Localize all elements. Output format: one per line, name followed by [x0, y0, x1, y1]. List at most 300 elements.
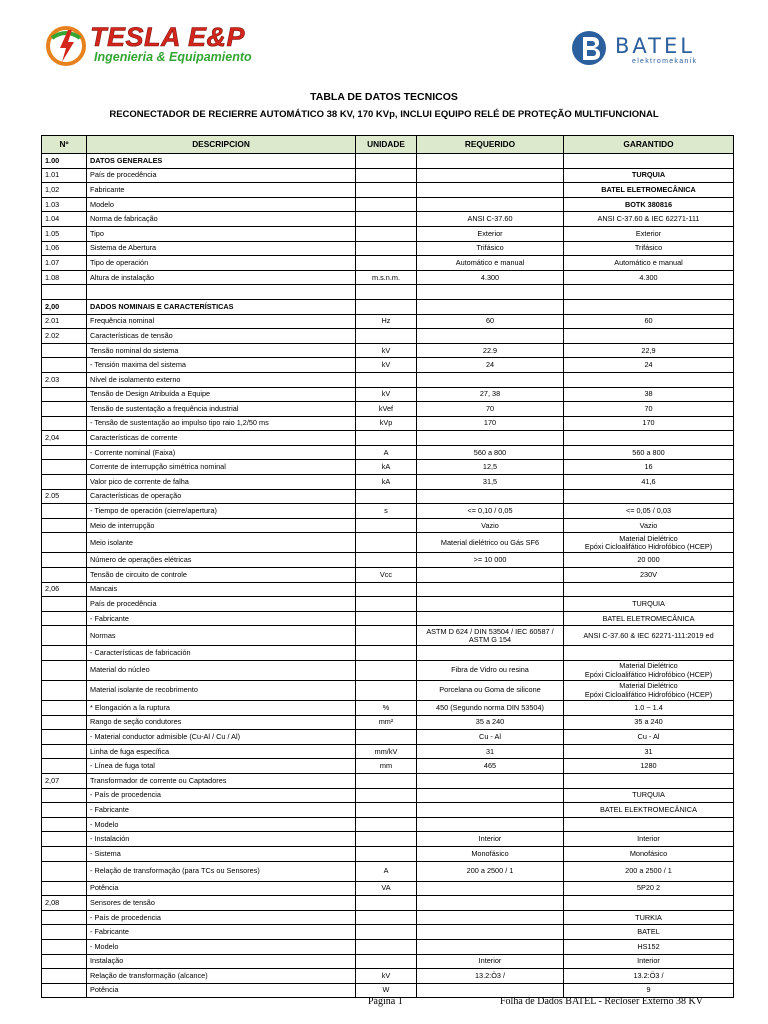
cell-description [87, 285, 356, 300]
cell-number [42, 846, 87, 861]
cell-description: - País de procedencia [87, 910, 356, 925]
cell-guaranteed: 16 [564, 460, 734, 475]
company-right-subtitle: elektromekanik [632, 58, 698, 65]
cell-unit [356, 788, 417, 803]
cell-required: 27, 38 [417, 387, 564, 402]
cell-guaranteed: TURQUIA [564, 597, 734, 612]
cell-unit: kV [356, 387, 417, 402]
cell-number [42, 954, 87, 969]
cell-required: Monofásico [417, 846, 564, 861]
cell-required: 24 [417, 358, 564, 373]
table-row [42, 744, 734, 759]
table-row [42, 372, 734, 387]
cell-unit: kV [356, 343, 417, 358]
cell-number: 1.07 [42, 256, 87, 271]
cell-description: - Corrente nominal (Faixa) [87, 445, 356, 460]
table-row [42, 533, 734, 553]
cell-guaranteed: TURQUIA [564, 788, 734, 803]
table-row [42, 387, 734, 402]
table-row [42, 969, 734, 984]
cell-guaranteed: Automático e manual [564, 256, 734, 271]
cell-required: Interior [417, 954, 564, 969]
cell-number [42, 881, 87, 896]
table-row [42, 846, 734, 861]
cell-guaranteed [564, 329, 734, 344]
cell-required [417, 896, 564, 911]
cell-guaranteed: 60 [564, 314, 734, 329]
cell-description: Instalação [87, 954, 356, 969]
cell-number: 1,06 [42, 241, 87, 256]
cell-description: Linha de fuga específica [87, 744, 356, 759]
company-right-name: BATEL [615, 34, 695, 58]
cell-required [417, 197, 564, 212]
cell-required [417, 582, 564, 597]
column-header-number: Nº [42, 136, 87, 154]
cell-unit: mm² [356, 715, 417, 730]
cell-guaranteed: 22,9 [564, 343, 734, 358]
cell-unit: kVp [356, 416, 417, 431]
table-row [42, 661, 734, 681]
cell-unit [356, 646, 417, 661]
cell-unit: kA [356, 460, 417, 475]
table-row [42, 817, 734, 832]
cell-unit [356, 285, 417, 300]
cell-description: - Modelo [87, 817, 356, 832]
cell-unit [356, 832, 417, 847]
cell-description: Tipo [87, 226, 356, 241]
cell-number: 2,04 [42, 431, 87, 446]
cell-unit [356, 910, 417, 925]
cell-description: Norma de fabricação [87, 212, 356, 227]
cell-guaranteed: Material Dielétrico Epóxi Cicloalifático Hidrofóbico (HCEP) [564, 681, 734, 701]
table-row [42, 285, 734, 300]
cell-description: Potência [87, 983, 356, 998]
table-row [42, 475, 734, 490]
cell-required [417, 611, 564, 626]
table-row [42, 881, 734, 896]
cell-unit [356, 817, 417, 832]
table-row [42, 197, 734, 212]
cell-unit [356, 661, 417, 681]
cell-guaranteed: <= 0,05 / 0,03 [564, 504, 734, 519]
cell-number: 2.01 [42, 314, 87, 329]
cell-unit [356, 582, 417, 597]
table-row [42, 701, 734, 716]
cell-number [42, 611, 87, 626]
document-subtitle: RECONECTADOR DE RECIERRE AUTOMÁTICO 38 KV, 170 KVp, INCLUI EQUIPO RELÉ DE PROTEÇÃO MULTIFUNCIONAL [109, 109, 659, 120]
table-row [42, 489, 734, 504]
batel-logo [570, 28, 720, 72]
cell-required: Vazio [417, 518, 564, 533]
cell-description: - Tiempo de operación (cierre/apertura) [87, 504, 356, 519]
cell-guaranteed [564, 489, 734, 504]
cell-unit [356, 197, 417, 212]
cell-number [42, 817, 87, 832]
section-row [42, 154, 734, 169]
cell-description: - Tensão de sustentação ao impulso tipo raio 1,2/50 ms [87, 416, 356, 431]
cell-unit: s [356, 504, 417, 519]
cell-description: Valor pico de corrente de falha [87, 475, 356, 490]
cell-required [417, 431, 564, 446]
cell-description: Nível de isolamento externo [87, 372, 356, 387]
cell-unit [356, 773, 417, 788]
cell-description: - Modelo [87, 939, 356, 954]
cell-guaranteed: 1.0 ~ 1.4 [564, 701, 734, 716]
table-row [42, 183, 734, 198]
cell-guaranteed: 560 a 800 [564, 445, 734, 460]
cell-required [417, 154, 564, 169]
table-row [42, 803, 734, 818]
cell-unit [356, 846, 417, 861]
cell-required: Fibra de Vidro ou resina [417, 661, 564, 681]
table-row [42, 626, 734, 646]
page-number: Página 1 [368, 996, 403, 1007]
table-row [42, 646, 734, 661]
cell-required [417, 646, 564, 661]
column-header-required: REQUERIDO [417, 136, 564, 154]
cell-required: 31,5 [417, 475, 564, 490]
cell-required: 560 a 800 [417, 445, 564, 460]
technical-data-table [41, 135, 734, 998]
cell-guaranteed: TURKIA [564, 910, 734, 925]
cell-description: Relação de transformação (alcance) [87, 969, 356, 984]
document-title: TABLA DE DATOS TECNICOS [310, 91, 458, 103]
cell-number [42, 518, 87, 533]
table-row [42, 788, 734, 803]
cell-description: Material do núcleo [87, 661, 356, 681]
cell-description: País de procedência [87, 597, 356, 612]
cell-guaranteed [564, 896, 734, 911]
cell-required: 4.300 [417, 270, 564, 285]
cell-guaranteed: 230V [564, 568, 734, 583]
cell-guaranteed: BOTK 380816 [564, 197, 734, 212]
cell-unit [356, 329, 417, 344]
cell-required: 465 [417, 759, 564, 774]
cell-description: Características de operação [87, 489, 356, 504]
table-row [42, 611, 734, 626]
cell-guaranteed [564, 646, 734, 661]
cell-description: Meio de interrupção [87, 518, 356, 533]
cell-description: - Material conductor admisible (Cu-Al / Cu / Al) [87, 730, 356, 745]
cell-number: 2,00 [42, 299, 87, 314]
table-row [42, 518, 734, 533]
cell-required [417, 285, 564, 300]
cell-description: - Fabricante [87, 611, 356, 626]
cell-number [42, 744, 87, 759]
table-row [42, 759, 734, 774]
cell-required [417, 910, 564, 925]
cell-number [42, 504, 87, 519]
section-row [42, 299, 734, 314]
cell-number: 1.01 [42, 168, 87, 183]
cell-description: DADOS NOMINAIS E CARACTERÍSTICAS [87, 299, 356, 314]
cell-unit [356, 256, 417, 271]
cell-unit [356, 730, 417, 745]
cell-description: - Tensión maxima del sistema [87, 358, 356, 373]
cell-unit: mm/kV [356, 744, 417, 759]
cell-guaranteed [564, 817, 734, 832]
cell-required: 450 (Segundo norma DIN 53504) [417, 701, 564, 716]
table-row [42, 681, 734, 701]
cell-guaranteed: 13.2:Ö3 / [564, 969, 734, 984]
cell-number [42, 533, 87, 553]
cell-guaranteed: 38 [564, 387, 734, 402]
cell-guaranteed [564, 154, 734, 169]
cell-number [42, 597, 87, 612]
cell-number [42, 701, 87, 716]
cell-description: Tensão de Design Atribuída a Equipe [87, 387, 356, 402]
cell-description: - Sistema [87, 846, 356, 861]
cell-required: Automático e manual [417, 256, 564, 271]
cell-number [42, 460, 87, 475]
column-header-unit: UNIDADE [356, 136, 417, 154]
cell-guaranteed: TURQUIA [564, 168, 734, 183]
cell-unit: m.s.n.m. [356, 270, 417, 285]
column-header-guaranteed: GARANTIDO [564, 136, 734, 154]
cell-required [417, 299, 564, 314]
table-row [42, 256, 734, 271]
table-row [42, 416, 734, 431]
cell-required [417, 939, 564, 954]
cell-number [42, 661, 87, 681]
cell-description: Sistema de Abertura [87, 241, 356, 256]
table-row [42, 896, 734, 911]
cell-number: 2.02 [42, 329, 87, 344]
cell-number [42, 343, 87, 358]
cell-required: 70 [417, 402, 564, 417]
cell-description: - Fabricante [87, 925, 356, 940]
table-row [42, 832, 734, 847]
cell-required: <= 0,10 / 0,05 [417, 504, 564, 519]
cell-guaranteed [564, 299, 734, 314]
cell-number [42, 969, 87, 984]
cell-description: - País de procedencia [87, 788, 356, 803]
cell-description: Frequência nominal [87, 314, 356, 329]
table-row [42, 954, 734, 969]
cell-description: Meio isolante [87, 533, 356, 553]
cell-required [417, 925, 564, 940]
cell-number [42, 358, 87, 373]
cell-unit [356, 154, 417, 169]
cell-unit [356, 299, 417, 314]
cell-unit [356, 533, 417, 553]
cell-guaranteed: 70 [564, 402, 734, 417]
cell-number [42, 416, 87, 431]
cell-unit [356, 372, 417, 387]
cell-unit: Hz [356, 314, 417, 329]
cell-number [42, 681, 87, 701]
cell-required: 13.2:Ö3 / [417, 969, 564, 984]
cell-required: Interior [417, 832, 564, 847]
cell-guaranteed: 9 [564, 983, 734, 998]
cell-unit [356, 896, 417, 911]
cell-number [42, 445, 87, 460]
cell-unit [356, 518, 417, 533]
cell-description: - Instalación [87, 832, 356, 847]
cell-number: 1.04 [42, 212, 87, 227]
cell-guaranteed: ANSI C-37.60 & IEC 62271-111:2019 ed [564, 626, 734, 646]
table-header-row [42, 136, 734, 154]
cell-unit [356, 597, 417, 612]
table-row [42, 715, 734, 730]
document-footer: Folha de Dados BATEL - Recloser Externo 38 KV [500, 996, 703, 1007]
cell-guaranteed: 31 [564, 744, 734, 759]
cell-required [417, 788, 564, 803]
cell-guaranteed: Material Dielétrico Epóxi Cicloalifático Hidrofóbico (HCEP) [564, 661, 734, 681]
cell-number [42, 285, 87, 300]
cell-description: Potência [87, 881, 356, 896]
cell-description: Normas [87, 626, 356, 646]
cell-required [417, 168, 564, 183]
cell-guaranteed: 1280 [564, 759, 734, 774]
cell-unit: kV [356, 358, 417, 373]
cell-description: Rango de seção condutores [87, 715, 356, 730]
cell-unit [356, 553, 417, 568]
cell-number [42, 402, 87, 417]
cell-number: 1.03 [42, 197, 87, 212]
cell-guaranteed: BATEL ELETROMECÂNICA [564, 183, 734, 198]
cell-guaranteed: BATEL [564, 925, 734, 940]
cell-number [42, 715, 87, 730]
cell-description: Fabricante [87, 183, 356, 198]
cell-required [417, 568, 564, 583]
cell-unit: W [356, 983, 417, 998]
cell-number: 1.00 [42, 154, 87, 169]
cell-number: 1.05 [42, 226, 87, 241]
cell-number [42, 910, 87, 925]
company-left-subtitle: Ingenieria & Equipamiento [94, 50, 252, 64]
table-row [42, 431, 734, 446]
cell-required: 60 [417, 314, 564, 329]
table-row [42, 582, 734, 597]
cell-required [417, 803, 564, 818]
cell-guaranteed: 35 a 240 [564, 715, 734, 730]
table-row [42, 343, 734, 358]
table-row [42, 925, 734, 940]
table-row [42, 504, 734, 519]
cell-guaranteed: 170 [564, 416, 734, 431]
cell-number [42, 983, 87, 998]
cell-required: 22.9 [417, 343, 564, 358]
cell-unit: mm [356, 759, 417, 774]
table-row [42, 553, 734, 568]
cell-required: >= 10 000 [417, 553, 564, 568]
cell-number [42, 925, 87, 940]
batel-emblem-icon [570, 28, 608, 68]
table-row [42, 241, 734, 256]
cell-description: * Elongación a la ruptura [87, 701, 356, 716]
cell-number [42, 803, 87, 818]
cell-number: 2,07 [42, 773, 87, 788]
cell-unit: A [356, 861, 417, 881]
cell-number [42, 646, 87, 661]
table-row [42, 445, 734, 460]
cell-required [417, 597, 564, 612]
cell-guaranteed: Monofásico [564, 846, 734, 861]
cell-number [42, 475, 87, 490]
table-row [42, 212, 734, 227]
cell-required [417, 329, 564, 344]
cell-required: 31 [417, 744, 564, 759]
table-row [42, 402, 734, 417]
cell-unit [356, 183, 417, 198]
cell-required [417, 817, 564, 832]
cell-guaranteed: Interior [564, 954, 734, 969]
cell-guaranteed: 20 000 [564, 553, 734, 568]
cell-required [417, 183, 564, 198]
cell-guaranteed [564, 773, 734, 788]
cell-number: 1.08 [42, 270, 87, 285]
cell-description: Tensão nominal do sistema [87, 343, 356, 358]
cell-required [417, 881, 564, 896]
table-row [42, 597, 734, 612]
cell-guaranteed: Trifásico [564, 241, 734, 256]
cell-description: Sensores de tensão [87, 896, 356, 911]
cell-description: - Línea de fuga total [87, 759, 356, 774]
cell-guaranteed: Interior [564, 832, 734, 847]
cell-guaranteed: BATEL ELETROMECÂNICA [564, 611, 734, 626]
cell-unit: kVef [356, 402, 417, 417]
cell-description: Altura de instalação [87, 270, 356, 285]
cell-required [417, 372, 564, 387]
cell-description: - Fabricante [87, 803, 356, 818]
table-row [42, 939, 734, 954]
cell-description: País de procedência [87, 168, 356, 183]
cell-guaranteed [564, 431, 734, 446]
cell-required: 170 [417, 416, 564, 431]
cell-required [417, 489, 564, 504]
cell-required: Material dielétrico ou Gás SF6 [417, 533, 564, 553]
tesla-emblem-icon [44, 24, 88, 68]
table-row [42, 168, 734, 183]
table-row [42, 460, 734, 475]
table-row [42, 568, 734, 583]
cell-guaranteed: Exterior [564, 226, 734, 241]
cell-required: ANSI C-37.60 [417, 212, 564, 227]
cell-unit: VA [356, 881, 417, 896]
company-left-name: TESLA E&P [90, 22, 246, 52]
cell-description: Características de tensão [87, 329, 356, 344]
table-row [42, 314, 734, 329]
cell-unit [356, 626, 417, 646]
cell-guaranteed [564, 582, 734, 597]
cell-guaranteed: HS152 [564, 939, 734, 954]
cell-guaranteed: Vazio [564, 518, 734, 533]
cell-guaranteed: 41,6 [564, 475, 734, 490]
cell-description: Corrente de interrupção simétrica nominal [87, 460, 356, 475]
cell-required: 200 a 2500 / 1 [417, 861, 564, 881]
cell-description: DATOS GENERALES [87, 154, 356, 169]
cell-description: Tensão de circuito de controle [87, 568, 356, 583]
cell-description: Características de corrente [87, 431, 356, 446]
tesla-logo [44, 22, 304, 70]
cell-unit: kV [356, 969, 417, 984]
cell-required: Porcelana ou Goma de silicone [417, 681, 564, 701]
cell-unit [356, 954, 417, 969]
cell-description: - Relação de transformação (para TCs ou Sensores) [87, 861, 356, 881]
cell-unit [356, 168, 417, 183]
cell-unit [356, 681, 417, 701]
table-row [42, 773, 734, 788]
cell-guaranteed [564, 285, 734, 300]
cell-unit [356, 803, 417, 818]
cell-required [417, 773, 564, 788]
table-row [42, 226, 734, 241]
cell-number: 2.03 [42, 372, 87, 387]
cell-unit [356, 925, 417, 940]
cell-description: Tensão de sustentação a frequência industrial [87, 402, 356, 417]
cell-guaranteed: Cu - Al [564, 730, 734, 745]
